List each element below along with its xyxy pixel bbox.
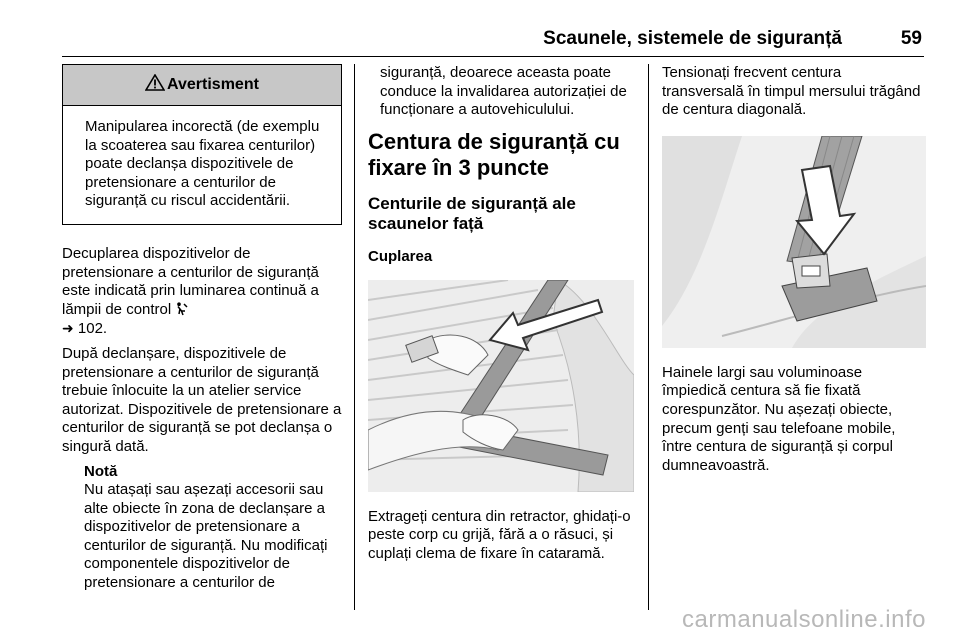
page-reference: 102.: [77, 320, 108, 338]
buckling-belt-illustration: [368, 280, 634, 492]
caption-buckling: Extrageți centura din retractor, ghidați-o peste corp cu grijă, fără a o răsuci, și cuplați clema de fixare în cataramă.: [368, 507, 631, 562]
warning-title: Avertisment: [167, 76, 259, 93]
tightening-belt-illustration: [662, 136, 926, 348]
page-reference-icon: ➜: [62, 320, 74, 337]
subsubsection-heading: Cuplarea: [368, 247, 433, 265]
paragraph-decoupling-text: Decuplarea dispozitivelor de pretensionare a centurilor de siguranță este indicată prin luminarea continuă a lămpii de control: [62, 244, 319, 318]
note-body: Nu atașați sau așezați accesorii sau alte obiecte în zona de declanșare a dispozitivelor de pretensionare a centurilor de siguranță. Nu modificați componentele dispozitivelor de pretensionare a centurilor de: [84, 481, 328, 592]
column-divider-2: [648, 64, 649, 610]
warning-box: [62, 64, 342, 225]
section-heading: Centura de siguranță cu fixare în 3 puncte: [368, 128, 620, 180]
column-2: [368, 64, 634, 564]
page-header-title: Scaunele, sistemele de siguranță: [543, 28, 842, 49]
column-1: [62, 64, 342, 593]
watermark: carmanualsonline.info: [682, 606, 926, 633]
note-title: Notă: [84, 462, 118, 480]
paragraph-after-deployment: După declanșare, dispozitivele de pretensionare a centurilor de siguranță trebuie înlocuite la un atelier service autorizat. Dispozitivele de pretensionare a centurilor de siguranță se pot declanșa o singură dată.: [62, 344, 342, 455]
paragraph-tension-belt: Tensionați frecvent centura transversală în timpul mersului trăgând de centura diagonală.: [662, 64, 921, 119]
subsection-heading: Centurile de siguranță ale scaunelor față: [368, 193, 576, 233]
column-3: [662, 64, 926, 475]
column-divider-1: [354, 64, 355, 610]
airbag-warning-icon: [175, 302, 188, 316]
paragraph-continued: siguranță, deoarece aceasta poate conduce la invalidarea autorizației de funcționare a autovehiculului.: [380, 64, 627, 119]
warning-body: Manipularea incorectă (de exemplu la scoaterea sau fixarea centurilor) poate declanșa dispozitivele de pretensionare a centurilor de siguranță cu riscul accidentării.: [85, 118, 320, 210]
warning-triangle-icon: [145, 74, 165, 91]
note-block: [62, 463, 342, 593]
paragraph-decoupling: [62, 245, 342, 339]
header-rule: [62, 56, 924, 57]
page-number: 59: [900, 28, 922, 49]
caption-loose-clothing: Hainele largi sau voluminoase împiedică centura să fie fixată corespunzător. Nu așezați obiecte, precum genți sau telefoane mobile, între centura de siguranță și corpul dumneavoastră.: [662, 363, 896, 474]
warning-header: [63, 65, 341, 106]
